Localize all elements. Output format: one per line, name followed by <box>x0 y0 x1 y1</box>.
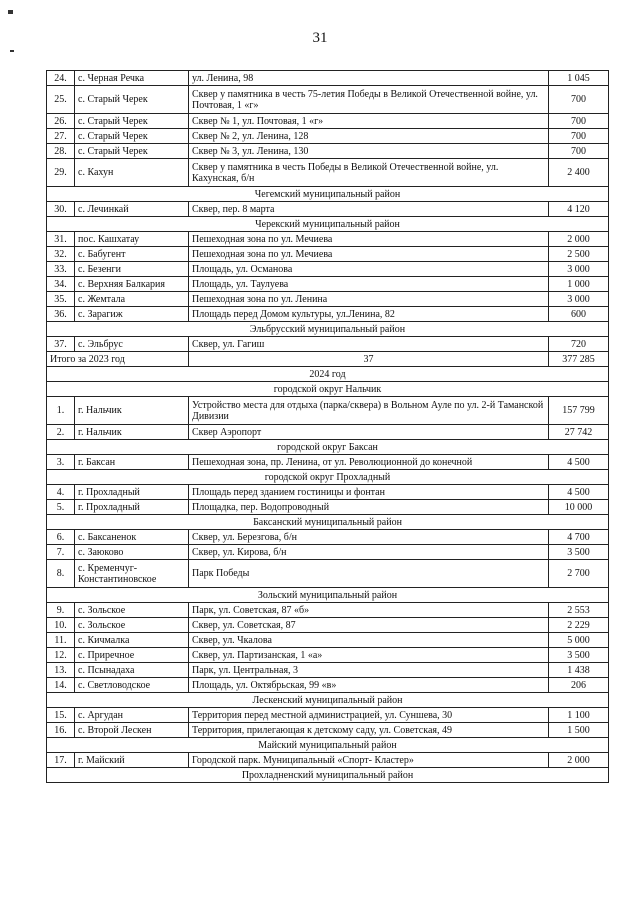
table-row <box>47 397 609 425</box>
row-number: 9. <box>47 603 75 618</box>
row-number: 24. <box>47 71 75 86</box>
section-header: городской округ Баксан <box>47 440 609 455</box>
table-row <box>47 307 609 322</box>
value-cell: 2 400 <box>549 159 609 187</box>
section-header-row <box>47 738 609 753</box>
value-cell: 2 500 <box>549 247 609 262</box>
table-row <box>47 247 609 262</box>
table-row <box>47 560 609 588</box>
section-header-row <box>47 440 609 455</box>
table-row <box>47 114 609 129</box>
scan-mark <box>8 10 13 14</box>
settlement-cell: с. Черная Речка <box>75 71 189 86</box>
value-cell: 4 500 <box>549 455 609 470</box>
row-number: 10. <box>47 618 75 633</box>
table-row <box>47 618 609 633</box>
value-cell: 27 742 <box>549 425 609 440</box>
object-cell: Площадь, ул. Османова <box>189 262 549 277</box>
value-cell: 10 000 <box>549 500 609 515</box>
row-number: 32. <box>47 247 75 262</box>
scan-mark <box>10 50 14 52</box>
row-number: 27. <box>47 129 75 144</box>
object-cell: Площадь перед зданием гостиницы и фонтан <box>189 485 549 500</box>
settlement-cell: с. Безенги <box>75 262 189 277</box>
table-row <box>47 530 609 545</box>
row-number: 3. <box>47 455 75 470</box>
object-cell: ул. Ленина, 98 <box>189 71 549 86</box>
settlement-cell: с. Второй Лескен <box>75 723 189 738</box>
section-header: Зольский муниципальный район <box>47 588 609 603</box>
table-row <box>47 337 609 352</box>
object-cell: Пешеходная зона по ул. Мечиева <box>189 247 549 262</box>
table-row <box>47 545 609 560</box>
settlement-cell: с. Кременчуг-Константиновское <box>75 560 189 588</box>
total-label: Итого за 2023 год <box>47 352 189 367</box>
object-cell: Сквер, ул. Партизанская, 1 «а» <box>189 648 549 663</box>
settlement-cell: с. Лечинкай <box>75 202 189 217</box>
section-header-row <box>47 693 609 708</box>
row-number: 11. <box>47 633 75 648</box>
table-row <box>47 129 609 144</box>
value-cell: 700 <box>549 144 609 159</box>
value-cell: 1 500 <box>549 723 609 738</box>
settlement-cell: с. Заюково <box>75 545 189 560</box>
section-header: Баксанский муниципальный район <box>47 515 609 530</box>
row-number: 8. <box>47 560 75 588</box>
row-number: 5. <box>47 500 75 515</box>
section-header-row <box>47 588 609 603</box>
object-cell: Парк, ул. Центральная, 3 <box>189 663 549 678</box>
row-number: 12. <box>47 648 75 663</box>
object-cell: Пешеходная зона, пр. Ленина, от ул. Революционной до конечной <box>189 455 549 470</box>
table-row <box>47 603 609 618</box>
settlement-cell: пос. Кашхатау <box>75 232 189 247</box>
row-number: 1. <box>47 397 75 425</box>
object-cell: Площадь, ул. Таулуева <box>189 277 549 292</box>
object-cell: Устройство места для отдыха (парка/сквера) в Вольном Ауле по ул. 2-й Таманской Дивизии <box>189 397 549 425</box>
settlement-cell: г. Нальчик <box>75 425 189 440</box>
value-cell: 206 <box>549 678 609 693</box>
settlement-cell: с. Кичмалка <box>75 633 189 648</box>
object-cell: Сквер, ул. Гагиш <box>189 337 549 352</box>
value-cell: 2 000 <box>549 232 609 247</box>
row-number: 25. <box>47 86 75 114</box>
row-number: 14. <box>47 678 75 693</box>
settlement-cell: с. Старый Черек <box>75 129 189 144</box>
section-header: Черекский муниципальный район <box>47 217 609 232</box>
row-number: 15. <box>47 708 75 723</box>
value-cell: 2 700 <box>549 560 609 588</box>
table-row <box>47 708 609 723</box>
settlement-cell: с. Зарагиж <box>75 307 189 322</box>
section-header-row <box>47 470 609 485</box>
settlement-cell: с. Бабугент <box>75 247 189 262</box>
value-cell: 1 438 <box>549 663 609 678</box>
row-number: 7. <box>47 545 75 560</box>
table-row <box>47 144 609 159</box>
object-cell: Сквер, ул. Чкалова <box>189 633 549 648</box>
settlement-cell: с. Аргудан <box>75 708 189 723</box>
object-cell: Сквер, пер. 8 марта <box>189 202 549 217</box>
row-number: 28. <box>47 144 75 159</box>
value-cell: 4 700 <box>549 530 609 545</box>
settlement-cell: с. Старый Черек <box>75 114 189 129</box>
section-header: Чегемский муниципальный район <box>47 187 609 202</box>
object-cell: Площадка, пер. Водопроводный <box>189 500 549 515</box>
object-cell: Сквер № 2, ул. Ленина, 128 <box>189 129 549 144</box>
object-cell: Пешеходная зона по ул. Ленина <box>189 292 549 307</box>
object-cell: Сквер Аэропорт <box>189 425 549 440</box>
settlement-cell: г. Нальчик <box>75 397 189 425</box>
value-cell: 1 045 <box>549 71 609 86</box>
settlement-cell: с. Зольское <box>75 603 189 618</box>
section-header: городской округ Нальчик <box>47 382 609 397</box>
total-row <box>47 352 609 367</box>
table-row <box>47 663 609 678</box>
value-cell: 1 000 <box>549 277 609 292</box>
object-cell: Парк Победы <box>189 560 549 588</box>
section-header: Лескенский муниципальный район <box>47 693 609 708</box>
table-row <box>47 678 609 693</box>
object-cell: Сквер № 3, ул. Ленина, 130 <box>189 144 549 159</box>
table-row <box>47 277 609 292</box>
settlement-cell: с. Приречное <box>75 648 189 663</box>
row-number: 29. <box>47 159 75 187</box>
settlement-cell: г. Майский <box>75 753 189 768</box>
section-header: Прохладненский муниципальный район <box>47 768 609 783</box>
value-cell: 5 000 <box>549 633 609 648</box>
settlement-cell: с. Старый Черек <box>75 86 189 114</box>
value-cell: 700 <box>549 114 609 129</box>
row-number: 34. <box>47 277 75 292</box>
value-cell: 3 000 <box>549 292 609 307</box>
value-cell: 1 100 <box>549 708 609 723</box>
value-cell: 157 799 <box>549 397 609 425</box>
settlement-cell: с. Баксаненок <box>75 530 189 545</box>
total-count: 37 <box>189 352 549 367</box>
object-cell: Площадь, ул. Октябрьская, 99 «в» <box>189 678 549 693</box>
value-cell: 2 000 <box>549 753 609 768</box>
object-cell: Парк, ул. Советская, 87 «б» <box>189 603 549 618</box>
section-header: Майский муниципальный район <box>47 738 609 753</box>
table-body <box>47 71 609 783</box>
row-number: 17. <box>47 753 75 768</box>
row-number: 13. <box>47 663 75 678</box>
settlement-cell: с. Жемтала <box>75 292 189 307</box>
object-cell: Сквер № 1, ул. Почтовая, 1 «г» <box>189 114 549 129</box>
table-row <box>47 425 609 440</box>
settlement-cell: с. Псынадаха <box>75 663 189 678</box>
value-cell: 2 553 <box>549 603 609 618</box>
object-cell: Городской парк. Муниципальный «Спорт- Кластер» <box>189 753 549 768</box>
total-value: 377 285 <box>549 352 609 367</box>
object-cell: Территория перед местной администрацией, ул. Суншева, 30 <box>189 708 549 723</box>
object-cell: Сквер у памятника в честь Победы в Великой Отечественной войне, ул. Кахунская, б/н <box>189 159 549 187</box>
value-cell: 4 120 <box>549 202 609 217</box>
table-row <box>47 455 609 470</box>
year-header-row <box>47 367 609 382</box>
value-cell: 3 500 <box>549 648 609 663</box>
section-header-row <box>47 322 609 337</box>
row-number: 37. <box>47 337 75 352</box>
settlement-cell: с. Верхняя Балкария <box>75 277 189 292</box>
table-row <box>47 262 609 277</box>
row-number: 31. <box>47 232 75 247</box>
section-header-row <box>47 382 609 397</box>
table-row <box>47 202 609 217</box>
table-row <box>47 485 609 500</box>
row-number: 4. <box>47 485 75 500</box>
section-header-row <box>47 187 609 202</box>
objects-table <box>46 70 609 783</box>
value-cell: 3 500 <box>549 545 609 560</box>
value-cell: 4 500 <box>549 485 609 500</box>
row-number: 30. <box>47 202 75 217</box>
settlement-cell: с. Светловодское <box>75 678 189 693</box>
settlement-cell: с. Эльбрус <box>75 337 189 352</box>
value-cell: 700 <box>549 129 609 144</box>
object-cell: Сквер у памятника в честь 75-летия Победы в Великой Отечественной войне, ул. Почтовая, 1 «г» <box>189 86 549 114</box>
settlement-cell: г. Прохладный <box>75 500 189 515</box>
object-cell: Сквер, ул. Березгова, б/н <box>189 530 549 545</box>
section-header: городской округ Прохладный <box>47 470 609 485</box>
settlement-cell: г. Прохладный <box>75 485 189 500</box>
section-header-row <box>47 768 609 783</box>
object-cell: Площадь перед Домом культуры, ул.Ленина, 82 <box>189 307 549 322</box>
settlement-cell: с. Кахун <box>75 159 189 187</box>
object-cell: Сквер, ул. Советская, 87 <box>189 618 549 633</box>
table-row <box>47 86 609 114</box>
table-row <box>47 159 609 187</box>
settlement-cell: г. Баксан <box>75 455 189 470</box>
table-row <box>47 71 609 86</box>
object-cell: Пешеходная зона по ул. Мечиева <box>189 232 549 247</box>
section-header: Эльбрусский муниципальный район <box>47 322 609 337</box>
row-number: 36. <box>47 307 75 322</box>
table-row <box>47 723 609 738</box>
table-row <box>47 292 609 307</box>
object-cell: Территория, прилегающая к детскому саду, ул. Советская, 49 <box>189 723 549 738</box>
table-row <box>47 232 609 247</box>
object-cell: Сквер, ул. Кирова, б/н <box>189 545 549 560</box>
page-number: 31 <box>312 30 328 46</box>
table-row <box>47 753 609 768</box>
value-cell: 3 000 <box>549 262 609 277</box>
settlement-cell: с. Зольское <box>75 618 189 633</box>
settlement-cell: с. Старый Черек <box>75 144 189 159</box>
table-row <box>47 500 609 515</box>
section-header-row <box>47 515 609 530</box>
row-number: 26. <box>47 114 75 129</box>
row-number: 16. <box>47 723 75 738</box>
value-cell: 720 <box>549 337 609 352</box>
value-cell: 700 <box>549 86 609 114</box>
value-cell: 600 <box>549 307 609 322</box>
section-header-row <box>47 217 609 232</box>
table-row <box>47 633 609 648</box>
row-number: 35. <box>47 292 75 307</box>
row-number: 6. <box>47 530 75 545</box>
table-row <box>47 648 609 663</box>
value-cell: 2 229 <box>549 618 609 633</box>
year-header: 2024 год <box>47 367 609 382</box>
row-number: 2. <box>47 425 75 440</box>
row-number: 33. <box>47 262 75 277</box>
